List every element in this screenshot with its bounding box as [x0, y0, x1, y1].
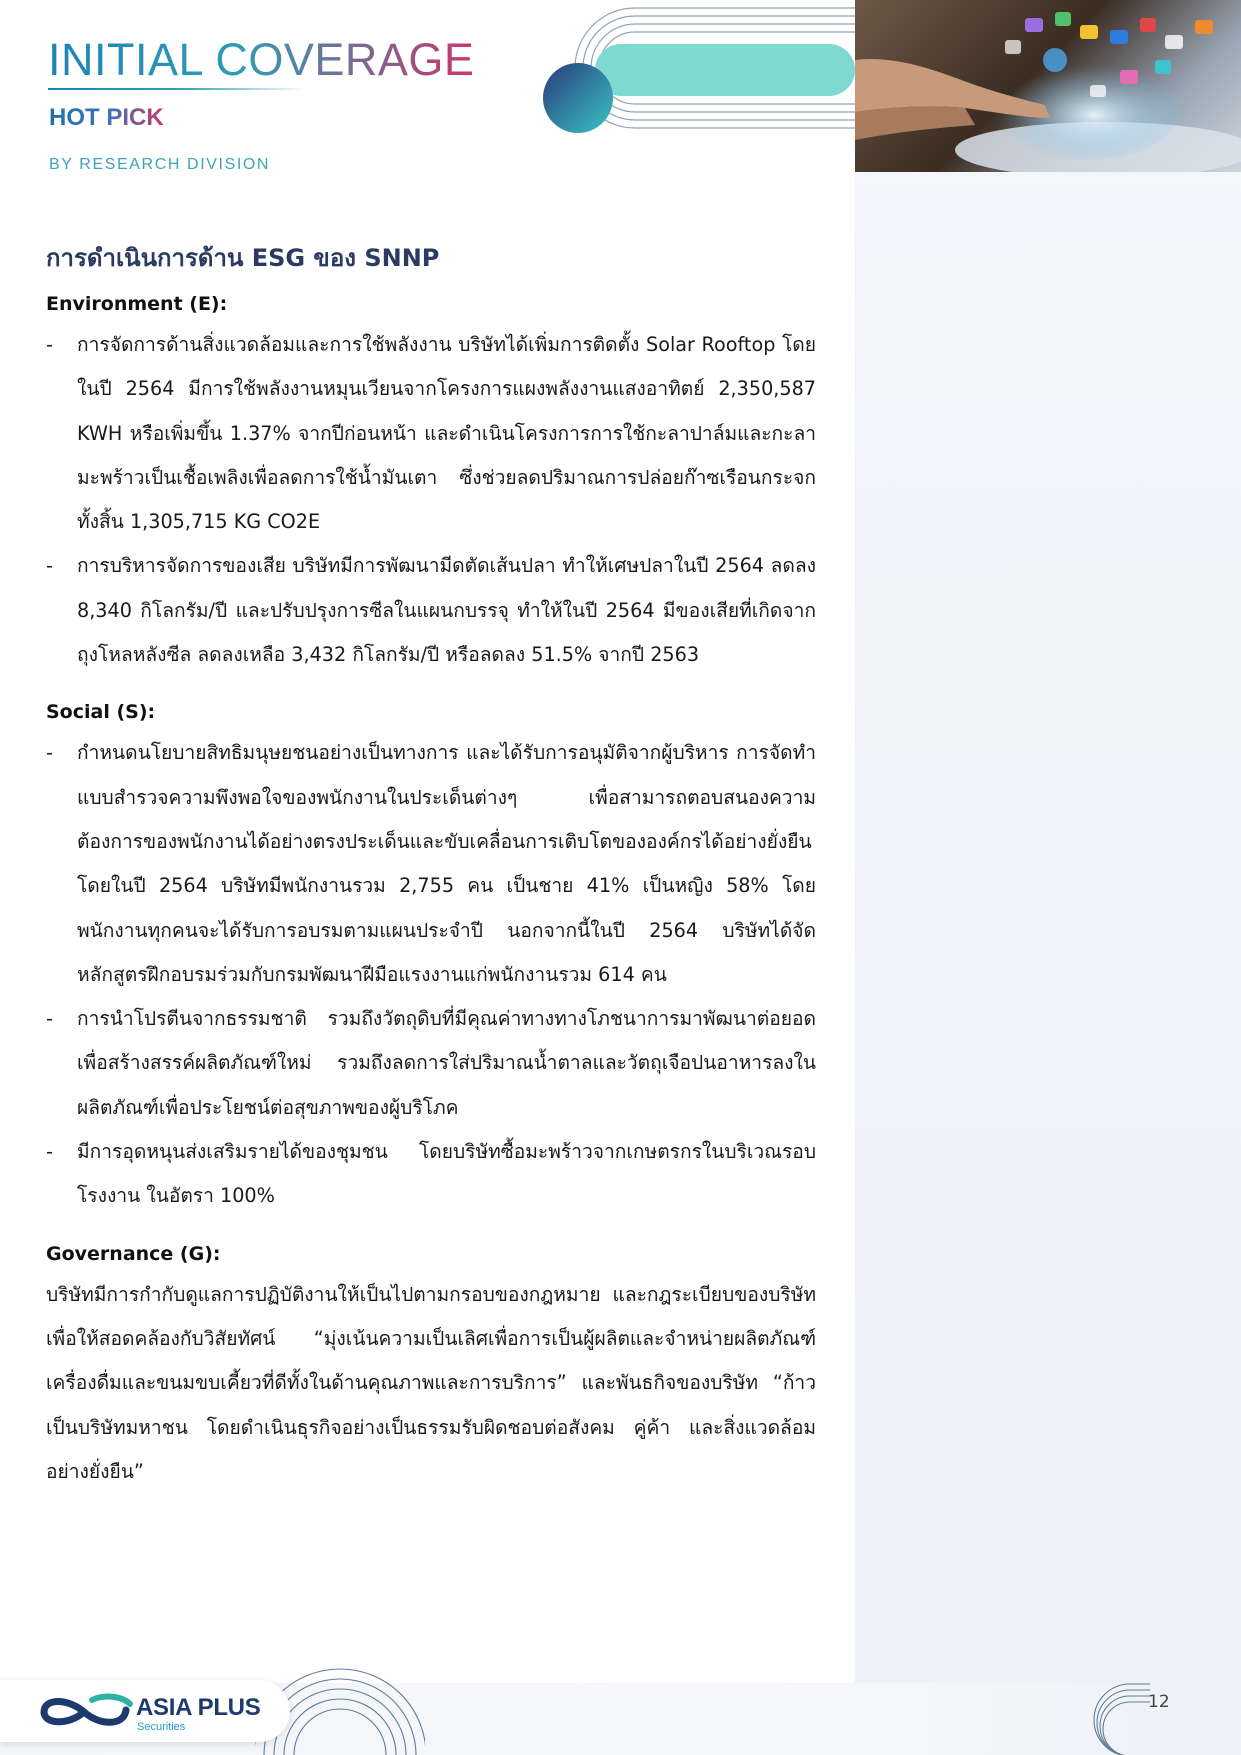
asia-plus-logo-icon — [38, 1690, 134, 1732]
social-item-text: มีการอุดหนุนส่งเสริมรายได้ของชุมชน โดยบริษัทซื้อมะพร้าวจากเกษตรกรในบริเวณรอบโรงงาน ในอัตรา 100% — [77, 1140, 816, 1208]
social-item — [46, 1130, 816, 1219]
environment-list — [46, 323, 816, 677]
social-item-text: การนำโปรตีนจากธรรมชาติ รวมถึงวัตถุดิบที่มีคุณค่าทางทางโภชนาการมาพัฒนาต่อยอดเพื่อสร้างสรรค์ผลิตภัณฑ์ใหม่ รวมถึงลดการใส่ปริมาณน้ำตาลและวัตถุเจือปนอาหารลงในผลิตภัณฑ์เพื่อประโยชน์ต่อสุขภาพของผู้บริโภค — [77, 1007, 816, 1119]
environment-item — [46, 544, 816, 677]
bullet-dash: - — [46, 1007, 53, 1031]
governance-heading: Governance (G): — [46, 1242, 221, 1265]
bullet-dash: - — [46, 333, 53, 356]
report-title: INITIAL COVERAGE — [48, 34, 475, 85]
title-underline — [48, 88, 308, 90]
right-sidebar-panel — [855, 0, 1241, 1683]
page-number: 12 — [1148, 1692, 1170, 1712]
report-byline: BY RESEARCH DIVISION — [49, 156, 271, 173]
environment-item-text: การจัดการด้านสิ่งแวดล้อมและการใช้พลังงาน บริษัทได้เพิ่มการติดตั้ง Solar Rooftop โดยในปี 2564 มีการใช้พลังงานหมุนเวียนจากโครงการแผงพลังงานแสงอาทิตย์ 2,350,587 KWH หรือเพิ่มขึ้น 1.37% จากปีก่อนหน้า และดำเนินโครงการการใช้กะลาปาล์มและกะลามะพร้าวเป็นเชื้อเพลิงเพื่อลดการใช้น้ำมันเตา ซึ่งช่วยลดปริมาณการปล่อยก๊าซเรือนกระจกทั้งสิ้น 1,305,715 KG CO2E — [77, 333, 816, 534]
page-number-rings — [1090, 1680, 1150, 1755]
environment-item — [46, 323, 816, 544]
social-item-text: กำหนดนโยบายสิทธิมนุษยชนอย่างเป็นทางการ และได้รับการอนุมัติจากผู้บริหาร การจัดทำแบบสำรวจความพึงพอใจของพนักงานในประเด็นต่างๆ เพื่อสามารถตอบสนองความต้องการของพนักงานได้อย่างตรงประเด็นและขับเคลื่อนการเติบโตขององค์กรได้อย่างยั่งยืน โดยในปี 2564 บริษัทมีพนักงานรวม 2,755 คน เป็นชาย 41% เป็นหญิง 58% โดยพนักงานทุกคนจะได้รับการอบรมตามแผนประจำปี นอกจากนี้ในปี 2564 บริษัทได้จัดหลักสูตรฝึกอบรมร่วมกับกรมพัฒนาฝีมือแรงงานแก่พนักงานรวม 614 คน — [77, 741, 816, 986]
social-heading: Social (S): — [46, 701, 156, 724]
brand-name: ASIA PLUS — [136, 1694, 261, 1721]
bullet-dash: - — [46, 554, 53, 578]
social-item — [46, 731, 816, 997]
bullet-dash: - — [46, 741, 53, 765]
section-title: การดำเนินการด้าน ESG ของ SNNP — [46, 244, 440, 272]
report-subtitle: HOT PICK — [49, 104, 164, 131]
bullet-dash: - — [46, 1140, 53, 1164]
header-decorative-rings — [535, 0, 855, 140]
social-item — [46, 997, 816, 1130]
main-content — [46, 238, 816, 1494]
social-list — [46, 731, 816, 1218]
governance-paragraph: บริษัทมีการกำกับดูแลการปฏิบัติงานให้เป็นไปตามกรอบของกฎหมาย และกฎระเบียบของบริษัท เพื่อให้สอดคล้องกับวิสัยทัศน์ “มุ่งเน้นความเป็นเลิศเพื่อการเป็นผู้ผลิตและจำหน่ายผลิตภัณฑ์เครื่องดื่มและขนมขบเคี้ยวที่ดีทั้งในด้านคุณภาพและการบริการ” และพันธกิจของบริษัท “ก้าวเป็นบริษัทมหาชน โดยดำเนินธุรกิจอย่างเป็นธรรมรับผิดชอบต่อสังคม คู่ค้า และสิ่งแวดล้อม อย่างยั่งยืน” — [46, 1282, 816, 1483]
hero-photo-illustration — [855, 0, 1241, 172]
brand-subtitle: Securities — [137, 1721, 186, 1733]
environment-item-text: การบริหารจัดการของเสีย บริษัทมีการพัฒนามีดตัดเส้นปลา ทำให้เศษปลาในปี 2564 ลดลง 8,340 กิโลกรัม/ปี และปรับปรุงการซีลในแผนกบรรจุ ทำให้ในปี 2564 มีของเสียที่เกิดจากถุงโหลหลังซีล ลดลงเหลือ 3,432 กิโลกรัม/ปี หรือลดลง 51.5% จากปี 2563 — [77, 554, 816, 667]
hero-photo — [855, 0, 1241, 172]
environment-heading: Environment (E): — [46, 293, 228, 315]
